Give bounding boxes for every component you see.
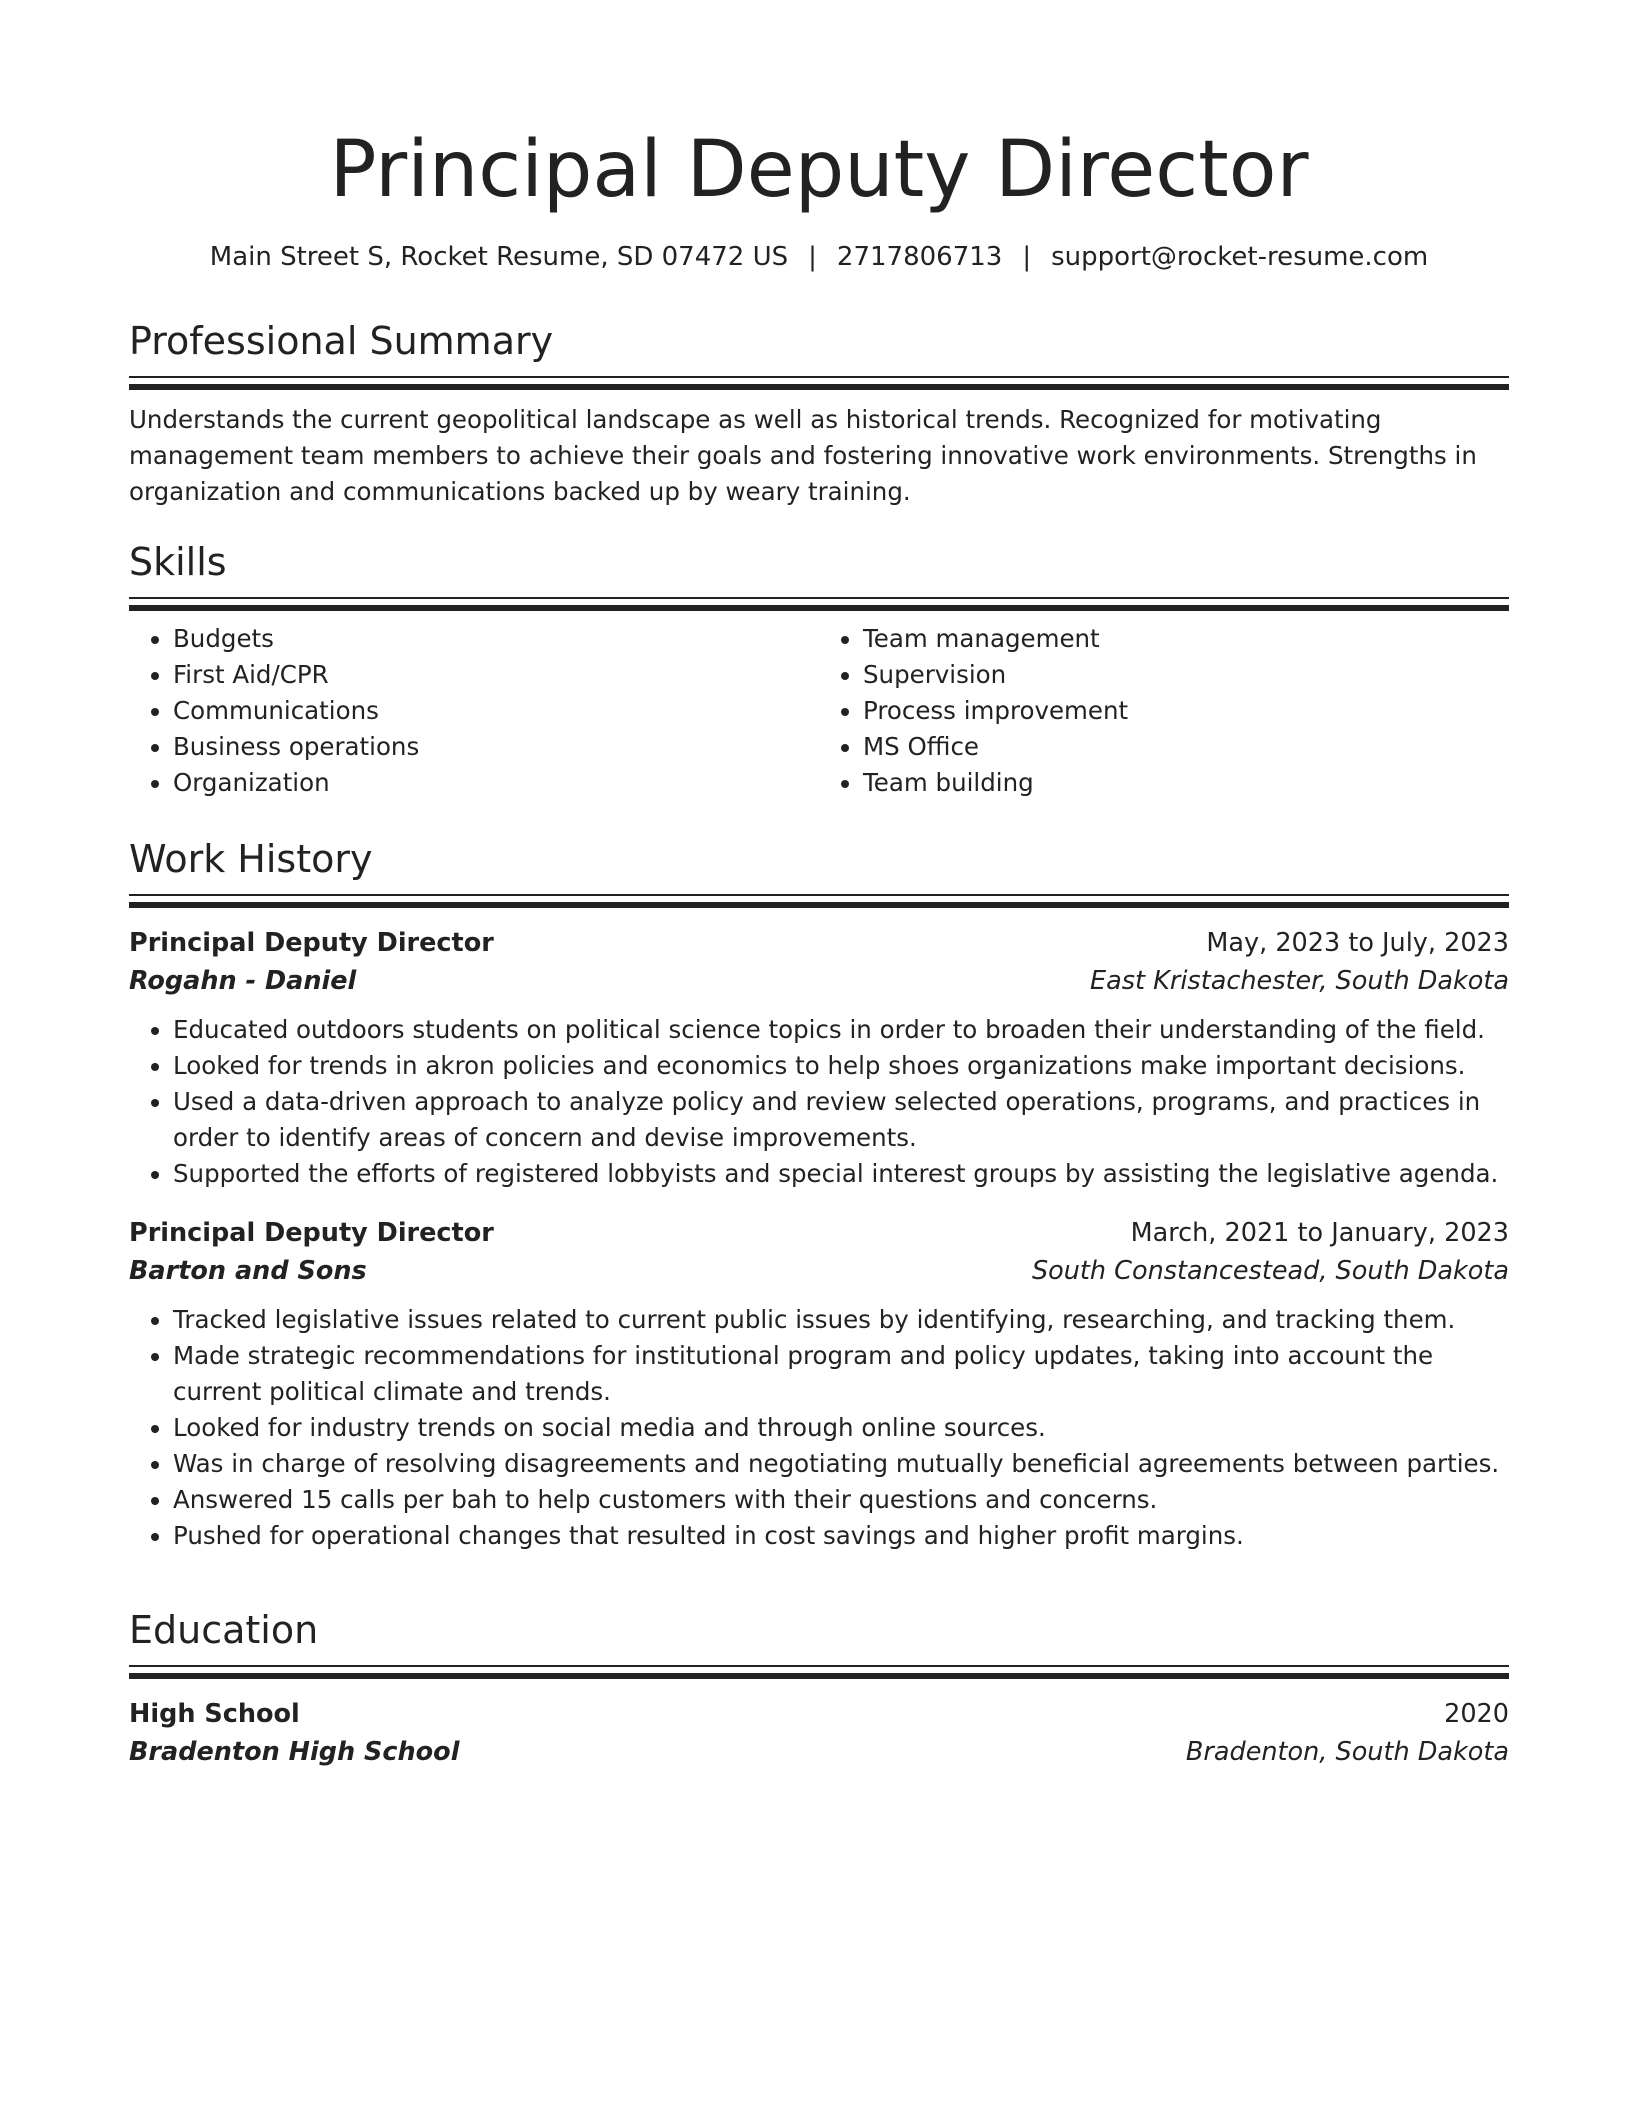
section-title: Professional Summary xyxy=(129,319,554,363)
job-title: Principal Deputy Director xyxy=(129,1218,494,1248)
job-bullet: • Pushed for operational changes that resulted in cost savings and higher profit margins. xyxy=(173,1518,1509,1554)
skill-item: • Organization xyxy=(173,765,819,801)
job-subheader xyxy=(129,1252,1509,1290)
graduation-year: 2020 xyxy=(1444,1699,1509,1729)
company-name: Rogahn - Daniel xyxy=(129,966,357,996)
school-location: Bradenton, South Dakota xyxy=(1185,1737,1509,1767)
education-entry xyxy=(129,1695,1509,1771)
job-header xyxy=(129,1214,1509,1252)
skills-section xyxy=(129,539,1509,801)
skill-item: • Team building xyxy=(863,765,1509,801)
job-bullets xyxy=(129,1302,1509,1554)
job-bullet: • Answered 15 calls per bah to help customers with their questions and concerns. xyxy=(173,1482,1509,1518)
job-bullet: • Made strategic recommendations for institutional program and policy updates, taking into account the current political climate and trends. xyxy=(173,1338,1509,1410)
education-section xyxy=(129,1607,1509,1771)
skill-item: • Team management xyxy=(863,621,1509,657)
job-bullet: • Looked for industry trends on social media and through online sources. xyxy=(173,1410,1509,1446)
section-divider xyxy=(129,894,1509,908)
section-title: Education xyxy=(129,1608,319,1652)
section-divider xyxy=(129,1665,1509,1679)
section-title: Work History xyxy=(129,837,373,881)
address: Main Street S, Rocket Resume, SD 07472 US xyxy=(209,242,789,272)
work-section xyxy=(129,836,1509,1554)
education-header xyxy=(129,1695,1509,1733)
skill-item: • MS Office xyxy=(863,729,1509,765)
resume-name: Principal Deputy Director xyxy=(329,125,1309,215)
job-bullet: • Used a data-driven approach to analyze policy and review selected operations, programs, and practices in order to identify areas of concern and devise improvements. xyxy=(173,1084,1509,1156)
summary-text: Understands the current geopolitical landscape as well as historical trends. Recognized for motivating management team members to achieve their goals and fostering innovative work environments. Strengths in organization and communications backed up by weary training. xyxy=(129,405,1477,506)
skill-item: • First Aid/CPR xyxy=(173,657,819,693)
job-subheader xyxy=(129,962,1509,1000)
job-bullets xyxy=(129,1012,1509,1192)
job-bullet: • Looked for trends in akron policies and economics to help shoes organizations make important decisions. xyxy=(173,1048,1509,1084)
skill-item: • Supervision xyxy=(863,657,1509,693)
job-entry xyxy=(129,924,1509,1192)
skill-item: • Business operations xyxy=(173,729,819,765)
job-bullet: • Supported the efforts of registered lobbyists and special interest groups by assisting the legislative agenda. xyxy=(173,1156,1509,1192)
job-bullet: • Educated outdoors students on political science topics in order to broaden their understanding of the field. xyxy=(173,1012,1509,1048)
separator: | xyxy=(1022,242,1032,272)
job-bullet: • Was in charge of resolving disagreements and negotiating mutually beneficial agreements between parties. xyxy=(173,1446,1509,1482)
section-divider xyxy=(129,597,1509,611)
job-header xyxy=(129,924,1509,962)
job-location: East Kristachester, South Dakota xyxy=(1090,966,1509,996)
skill-item: • Budgets xyxy=(173,621,819,657)
separator: | xyxy=(808,242,817,272)
job-dates: March, 2021 to January, 2023 xyxy=(1130,1218,1509,1248)
skill-item: • Process improvement xyxy=(863,693,1509,729)
section-title: Skills xyxy=(129,540,227,584)
skills-column-left xyxy=(129,621,819,801)
contact-line xyxy=(129,240,1509,274)
company-name: Barton and Sons xyxy=(129,1256,367,1286)
job-title: Principal Deputy Director xyxy=(129,928,494,958)
job-entry xyxy=(129,1214,1509,1554)
school-name: Bradenton High School xyxy=(129,1737,460,1767)
degree: High School xyxy=(129,1699,300,1729)
summary-section xyxy=(129,318,1509,510)
education-subheader xyxy=(129,1733,1509,1771)
email: support@rocket-resume.com xyxy=(1051,242,1429,272)
job-bullet: • Tracked legislative issues related to current public issues by identifying, researching, and tracking them. xyxy=(173,1302,1509,1338)
job-location: South Constancestead, South Dakota xyxy=(1031,1256,1509,1286)
phone: 2717806713 xyxy=(836,242,1003,272)
skills-column-right xyxy=(819,621,1509,801)
job-dates: May, 2023 to July, 2023 xyxy=(1206,928,1509,958)
skill-item: • Communications xyxy=(173,693,819,729)
skills-list xyxy=(129,621,1509,801)
section-divider xyxy=(129,376,1509,390)
